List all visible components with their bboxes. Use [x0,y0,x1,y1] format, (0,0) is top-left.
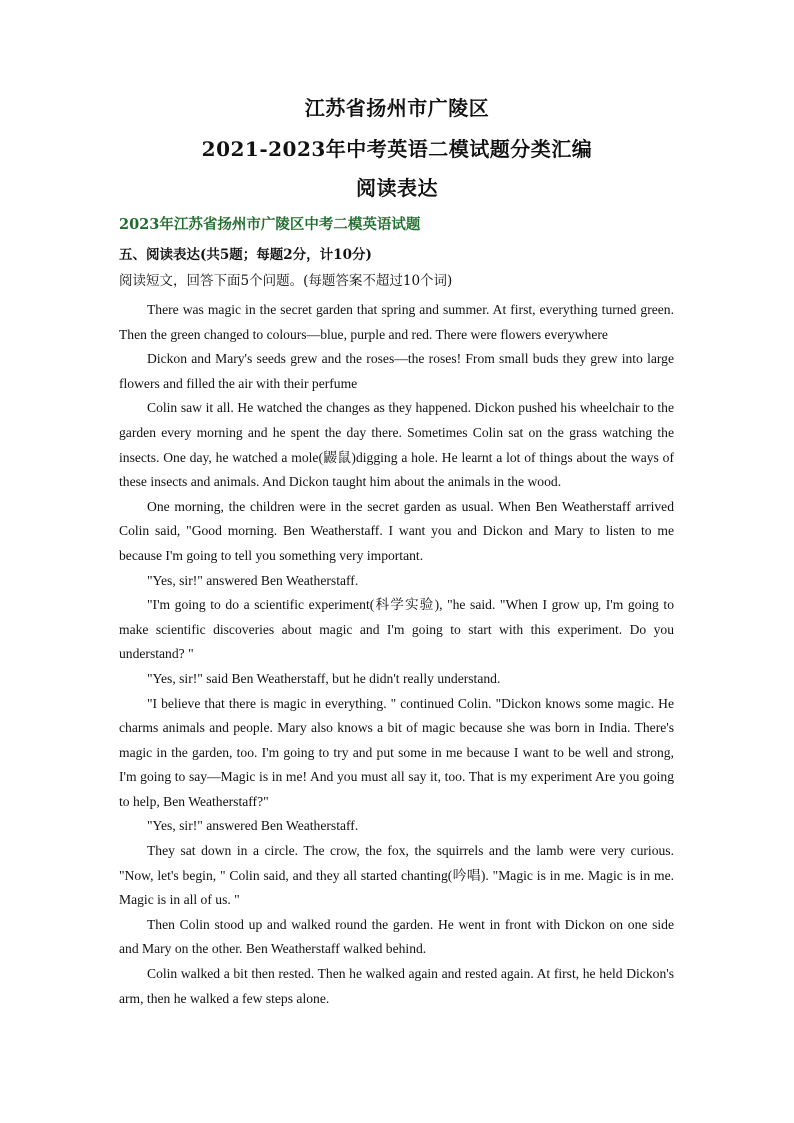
passage-paragraph: Then Colin stood up and walked round the garden. He went in front with Dickon on one side and Mary on the other. Ben Weatherstaff walked behind. [119,916,674,957]
passage-paragraph: "Yes, sir!" said Ben Weatherstaff, but he didn't really understand. [147,670,501,686]
passage-paragraph: "I believe that there is magic in everything. " continued Colin. "Dickon knows some magic. He charms animals and people. Mary also knows a bit of magic because she was born in India. There's magic in the garden, too. I'm going to try and put some in me because I want to be well and strong, I'm going to say—Magic is in me! And you must all say it, too. That is my experiment Are you going to help, Ben Weatherstaff?" [119,695,674,809]
passage-paragraph: Colin walked a bit then rested. Then he walked again and rested again. At first, he held Dickon's arm, then he walked a few steps alone. [119,966,674,1006]
passage-paragraph: One morning, the children were in the secret garden as usual. When Ben Weatherstaff arrived Colin said, "Good morning. Ben Weatherstaff. I want you and Dickon and Mary to listen to me because I'm going to tell you something very important. [119,498,674,563]
question-section-heading: 五、阅读表达(共5题；每题2分，计10分) [119,247,372,263]
exam-source-heading: 2023年江苏省扬州市广陵区中考二模英语试题 [119,216,421,233]
passage-paragraph: Dickon and Mary's seeds grew and the roses—the roses! From small buds they grew into large flowers and filled the air with their perfume [119,351,674,391]
passage-paragraph: "I'm going to do a scientific experiment(科学实验), "he said. "When I grow up, I'm going to make scientific discoveries about magic and I'm going to start with this experiment. Do you understand? " [119,597,674,662]
question-instruction: 阅读短文，回答下面5个问题。(每题答案不超过10个词) [119,273,453,289]
passage-paragraph: They sat down in a circle. The crow, the fox, the squirrels and the lamb were very curious. "Now, let's begin, " Colin said, and they all started chanting(吟唱). "Magic is in me. Magic is in me. Magic is in all of us. " [119,843,674,908]
passage-paragraph: "Yes, sir!" answered Ben Weatherstaff. [147,572,359,588]
doc-title-region: 江苏省扬州市广陵区 [304,96,490,120]
doc-title-topic: 阅读表达 [356,176,438,200]
passage-paragraph: There was magic in the secret garden that spring and summer. At first, everything turned green. Then the green changed to colours—blue, purple and red. There were flowers everywhere [119,302,674,342]
passage-paragraph: Colin saw it all. He watched the changes as they happened. Dickon pushed his wheelchair to the garden every morning and he spent the day there. Sometimes Colin sat on the grass watching the insects. One day, he watched a mole(鼹鼠)digging a hole. He learnt a lot of things about the ways of these insects and animals. And Dickon taught him about the animals in the wood. [119,400,674,490]
doc-title-main: 2021-2023年中考英语二模试题分类汇编 [201,137,593,161]
reading-passage [119,298,674,1011]
passage-paragraph: "Yes, sir!" answered Ben Weatherstaff. [147,818,359,834]
